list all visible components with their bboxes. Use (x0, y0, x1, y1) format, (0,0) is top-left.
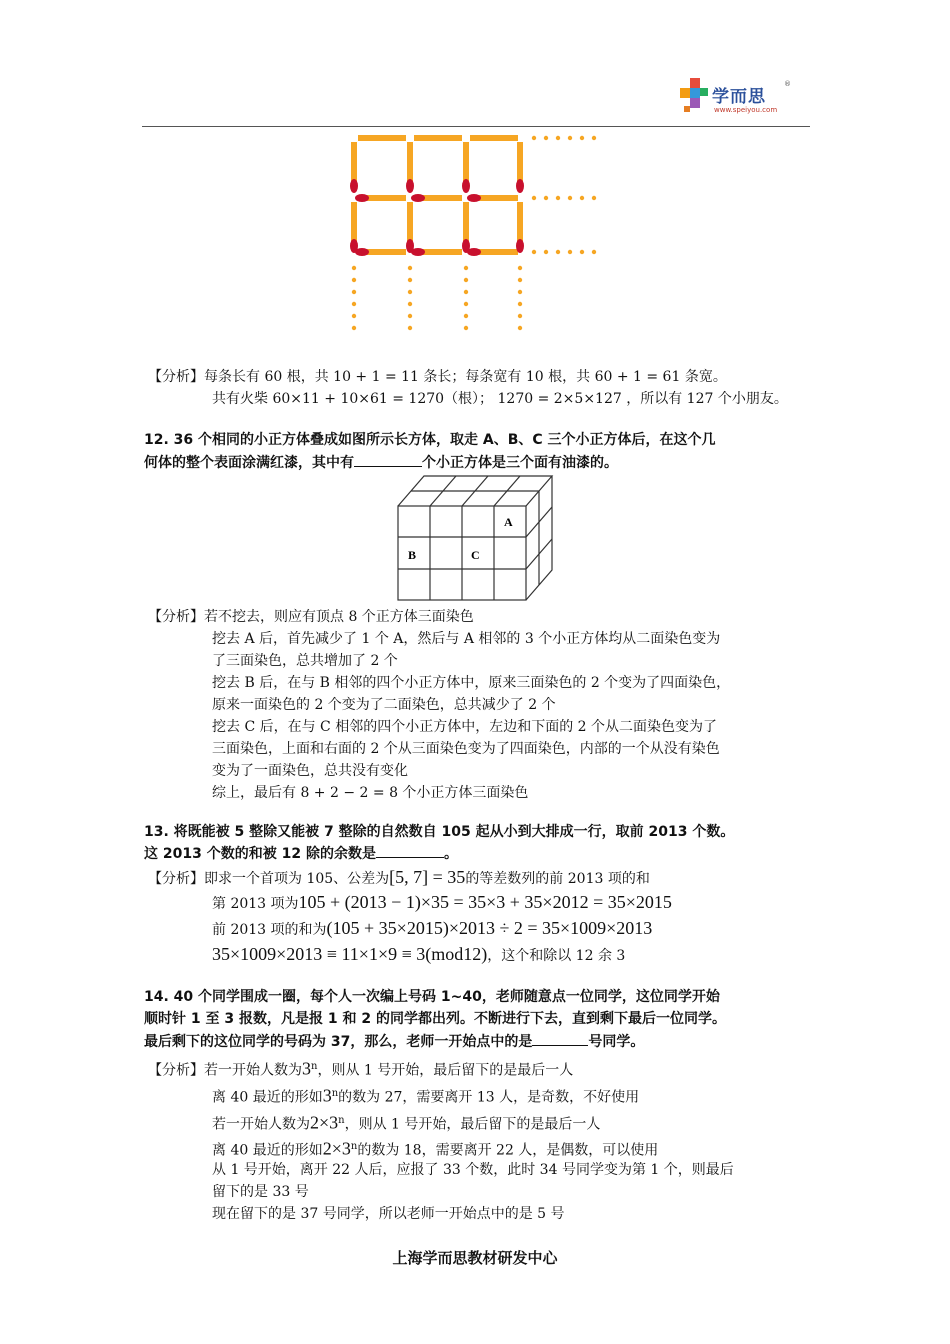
p14-analysis-line2: 离 40 最近的形如3$^n$的数为 27，需要离开 13 人，是奇数，不好使用 (212, 1085, 640, 1106)
p14-question-line3: 最后剩下的这位同学的号码为 37，那么，老师一开始点中的是 号同学。 (144, 1031, 644, 1053)
cube-stack-figure (396, 474, 558, 604)
cube-label-b: B (408, 548, 417, 562)
p12-analysis-line4: 挖去 B 后，在与 B 相邻的四个小正方体中，原来三面染色的 2 个变为了四面染色， (212, 675, 731, 691)
p14-analysis-line7: 现在留下的是 37 号同学，所以老师一开始点中的是 5 号 (212, 1206, 565, 1222)
cube-label-c: C (471, 548, 480, 562)
p11-analysis-tag: 【分析】 (148, 369, 204, 385)
p13-analysis-line4: 35×1009×2013 ≡ 11×1×9 ≡ 3(mod12)，这个和除以 12 余 3 (212, 944, 626, 964)
p14-analysis-line1: 【分析】若一开始人数为3$^n$，则从 1 号开始，最后留下的是最后一人 (148, 1058, 574, 1079)
p14-analysis-line3: 若一开始人数为$2\times 3^n$，则从 1 号开始，最后留下的是最后一人 (212, 1112, 601, 1133)
p14-analysis-tag: 【分析】 (148, 1062, 204, 1079)
p13-analysis-line2: 第 2013 项为105 + (2013 − 1)×35 = 35×3 + 35×2012 = 35×2015 (212, 892, 672, 912)
logo-url: www.speiyou.com (714, 106, 778, 114)
p13-answer-blank (376, 843, 444, 858)
p12-analysis-line2: 挖去 A 后，首先减少了 1 个 A，然后与 A 相邻的 3 个小正方体均从二面染色变为 (212, 631, 721, 647)
p14-answer-blank (532, 1031, 588, 1046)
p14-analysis-line4: 离 40 最近的形如$2\times 3^n$的数为 18，需要离开 22 人，是偶数，可以使用 (212, 1138, 659, 1159)
p13-question-line2: 这 2013 个数的和被 12 除的余数是 。 (144, 843, 458, 865)
p13-question-line1: 13. 将既能被 5 整除又能被 7 整除的自然数自 105 起从小到大排成一行，取前 2013 个数。 (144, 824, 735, 840)
p13-analysis-tag: 【分析】 (148, 871, 204, 887)
logo-registered-mark: ® (784, 80, 791, 88)
matchstick-grid-figure (330, 128, 630, 340)
p11-analysis-line1: 【分析】每条长有 60 根，共 10 + 1 = 11 条长；每条宽有 10 根，共 60 + 1 = 61 条宽。 (148, 369, 727, 385)
p12-analysis-line7: 三面染色，上面和右面的 2 个从三面染色变为了四面染色，内部的一个从没有染色 (212, 741, 720, 757)
p14-question-line1: 14. 40 个同学围成一圈，每个人一次编上号码 1~40，老师随意点一位同学，这位同学开始 (144, 989, 720, 1005)
cube-label-a: A (504, 515, 513, 529)
p13-analysis-line3: 前 2013 项的和为(105 + 35×2015)×2013 ÷ 2 = 35×1009×2013 (212, 918, 653, 938)
p12-analysis-line9: 综上，最后有 8 + 2 − 2 = 8 个小正方体三面染色 (212, 785, 529, 801)
brand-logo (678, 74, 798, 120)
p14-analysis-line5: 从 1 号开始，离开 22 人后，应报了 33 个数，此时 34 号同学变为第 1 个，则最后 (212, 1162, 734, 1178)
p12-analysis-line5: 原来一面染色的 2 个变为了二面染色，总共减少了 2 个 (212, 697, 556, 713)
p11-analysis-line2: 共有火柴 60×11 + 10×61 = 1270（根）； 1270 = 2×5×127 ，所以有 127 个小朋友。 (212, 391, 788, 407)
page-footer: 上海学而思教材研发中心 (392, 1249, 558, 1267)
p14-question-line2: 顺时针 1 至 3 报数，凡是报 1 和 2 的同学都出列。不断进行下去，直到剩下最后一位同学。 (144, 1011, 726, 1027)
p12-answer-blank (354, 452, 422, 467)
p12-question-line1: 12. 36 个相同的小正方体叠成如图所示长方体，取走 A、B、C 三个小正方体后，在这个几 (144, 432, 716, 448)
p12-question-line2: 何体的整个表面涂满红漆，其中有 个小正方体是三个面有油漆的。 (144, 452, 618, 474)
logo-text: 学而思 (712, 87, 766, 107)
p13-analysis-line1: 【分析】即求一个首项为 105、公差为[5, 7] = 35的等差数列的前 2013 项的和 (148, 867, 650, 887)
p14-analysis-line6: 留下的是 33 号 (212, 1184, 309, 1200)
p12-analysis-line3: 了三面染色，总共增加了 2 个 (212, 653, 398, 669)
p12-analysis-line1: 【分析】若不挖去，则应有顶点 8 个正方体三面染色 (148, 609, 474, 625)
p12-analysis-line8: 变为了一面染色，总共没有变化 (212, 763, 408, 779)
p12-analysis-line6: 挖去 C 后，在与 C 相邻的四个小正方体中，左边和下面的 2 个从二面染色变为了 (212, 719, 718, 735)
header-divider (142, 126, 810, 127)
p12-analysis-tag: 【分析】 (148, 609, 204, 625)
logo-mark-icon (678, 76, 712, 118)
